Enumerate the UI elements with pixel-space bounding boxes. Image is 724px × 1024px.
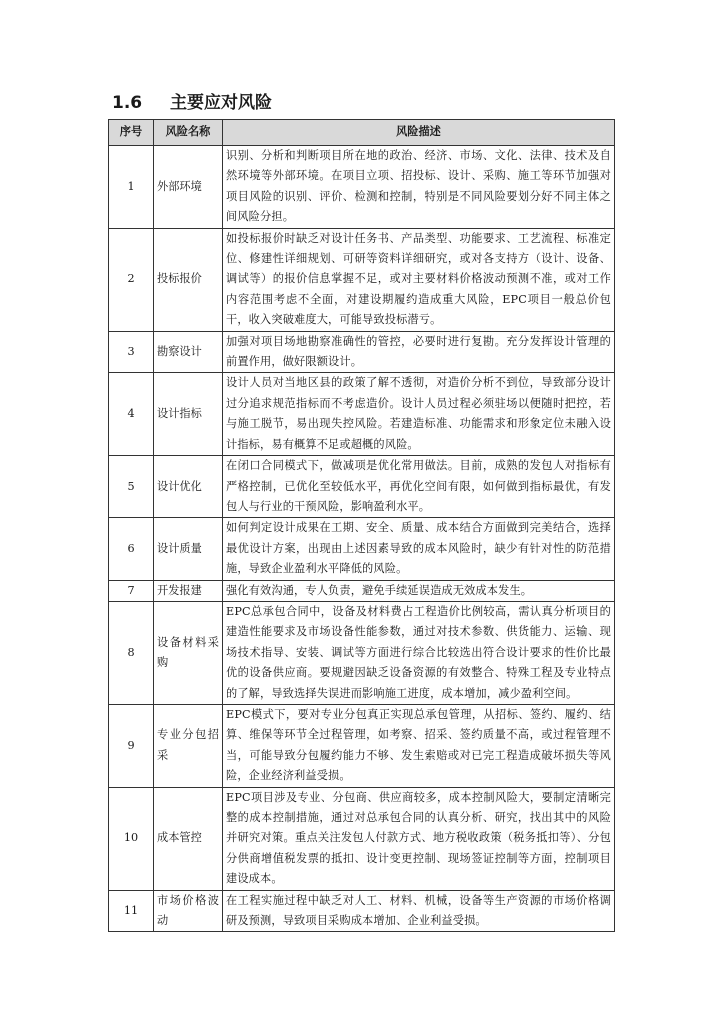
- row-no: 6: [109, 518, 154, 580]
- row-name: 外部环境: [154, 146, 223, 229]
- risk-table: [108, 119, 615, 932]
- row-no: 10: [109, 787, 154, 890]
- row-name: 勘察设计: [154, 331, 223, 373]
- table-row: [109, 331, 615, 373]
- header-no: 序号: [109, 120, 154, 146]
- row-desc: 强化有效沟通，专人负责，避免手续延误造成无效成本发生。: [223, 580, 615, 601]
- table-row: [109, 890, 615, 932]
- section-number: 1.6: [112, 93, 143, 113]
- row-no: 5: [109, 456, 154, 518]
- row-name: 专业分包招采: [154, 704, 223, 787]
- table-row: [109, 146, 615, 229]
- table-row: [109, 373, 615, 456]
- row-no: 7: [109, 580, 154, 601]
- row-desc: 加强对项目场地勘察准确性的管控，必要时进行复勘。充分发挥设计管理的前置作用，做好限额设计。: [223, 331, 615, 373]
- row-name: 设计质量: [154, 518, 223, 580]
- row-desc: 在工程实施过程中缺乏对人工、材料、机械，设备等生产资源的市场价格调研及预测，导致项目采购成本增加、企业利益受损。: [223, 890, 615, 932]
- row-name: 成本管控: [154, 787, 223, 890]
- row-desc: 如投标报价时缺乏对设计任务书、产品类型、功能要求、工艺流程、标准定位、修建性详细规划、可研等资料详细研究，或对各支持方（设计、设备、调试等）的报价信息掌握不足，或对主要材料价格波动预测不准，或对工作内容范围考虑不全面，对建设期履约造成重大风险，EPC项目一般总价包干，收入突破难度大，可能导致投标潜亏。: [223, 228, 615, 331]
- table-row: [109, 228, 615, 331]
- row-no: 2: [109, 228, 154, 331]
- row-no: 3: [109, 331, 154, 373]
- section-title: 主要应对风险: [170, 93, 272, 113]
- table-row: [109, 456, 615, 518]
- row-desc: 设计人员对当地区县的政策了解不透彻，对造价分析不到位，导致部分设计过分追求规范指标而不考虑造价。设计人员过程必须驻场以便随时把控，若与施工脱节，易出现失控风险。若建造标准、功能需求和形象定位未融入设计指标，易有概算不足或超概的风险。: [223, 373, 615, 456]
- row-no: 1: [109, 146, 154, 229]
- row-desc: EPC模式下，要对专业分包真正实现总承包管理，从招标、签约、履约、结算、维保等环节全过程管理，如考察、招采、签约质量不高，或过程管理不当，可能导致分包履约能力不够、发生索赔或对已完工程造成破坏损失等风险，企业经济利益受损。: [223, 704, 615, 787]
- table-header-row: [109, 120, 615, 146]
- table-row: [109, 787, 615, 890]
- row-desc: 如何判定设计成果在工期、安全、质量、成本结合方面做到完美结合，选择最优设计方案，出现由上述因素导致的成本风险时，缺少有针对性的防范措施，导致企业盈利水平降低的风险。: [223, 518, 615, 580]
- header-desc: 风险描述: [223, 120, 615, 146]
- row-name: 设备材料采购: [154, 601, 223, 704]
- section-heading: [112, 88, 272, 113]
- row-desc: 识别、分析和判断项目所在地的政治、经济、市场、文化、法律、技术及自然环境等外部环境。在项目立项、招投标、设计、采购、施工等环节加强对项目风险的识别、评价、检测和控制，特别是不同风险要划分好不同主体之间风险分担。: [223, 146, 615, 229]
- row-desc: EPC总承包合同中，设备及材料费占工程造价比例较高，需认真分析项目的建造性能要求及市场设备性能参数，通过对技术参数、供货能力、运输、现场技术指导、安装、调试等方面进行综合比较选出符合设计要求的性价比最优的设备供应商。要规避因缺乏设备资源的有效整合、特殊工程及专业特点的了解，导致选择失误进而影响施工进度，成本增加，减少盈利空间。: [223, 601, 615, 704]
- header-name: 风险名称: [154, 120, 223, 146]
- row-no: 9: [109, 704, 154, 787]
- table-row: [109, 601, 615, 704]
- row-name: 设计优化: [154, 456, 223, 518]
- row-name: 设计指标: [154, 373, 223, 456]
- table-row: [109, 580, 615, 601]
- row-no: 4: [109, 373, 154, 456]
- row-no: 8: [109, 601, 154, 704]
- row-name: 投标报价: [154, 228, 223, 331]
- row-name: 开发报建: [154, 580, 223, 601]
- table-row: [109, 518, 615, 580]
- row-desc: EPC项目涉及专业、分包商、供应商较多，成本控制风险大，要制定清晰完整的成本控制措施，通过对总承包合同的认真分析、研究，找出其中的风险并研究对策。重点关注发包人付款方式、地方税收政策（税务抵扣等）、分包分供商增值税发票的抵扣、设计变更控制、现场签证控制等方面，控制项目建设成本。: [223, 787, 615, 890]
- table-row: [109, 704, 615, 787]
- row-name: 市场价格波动: [154, 890, 223, 932]
- row-no: 11: [109, 890, 154, 932]
- row-desc: 在闭口合同模式下，做减项是优化常用做法。目前，成熟的发包人对指标有严格控制，已优化至较低水平，再优化空间有限，如何做到指标最优，有发包人与行业的干预风险，影响盈利水平。: [223, 456, 615, 518]
